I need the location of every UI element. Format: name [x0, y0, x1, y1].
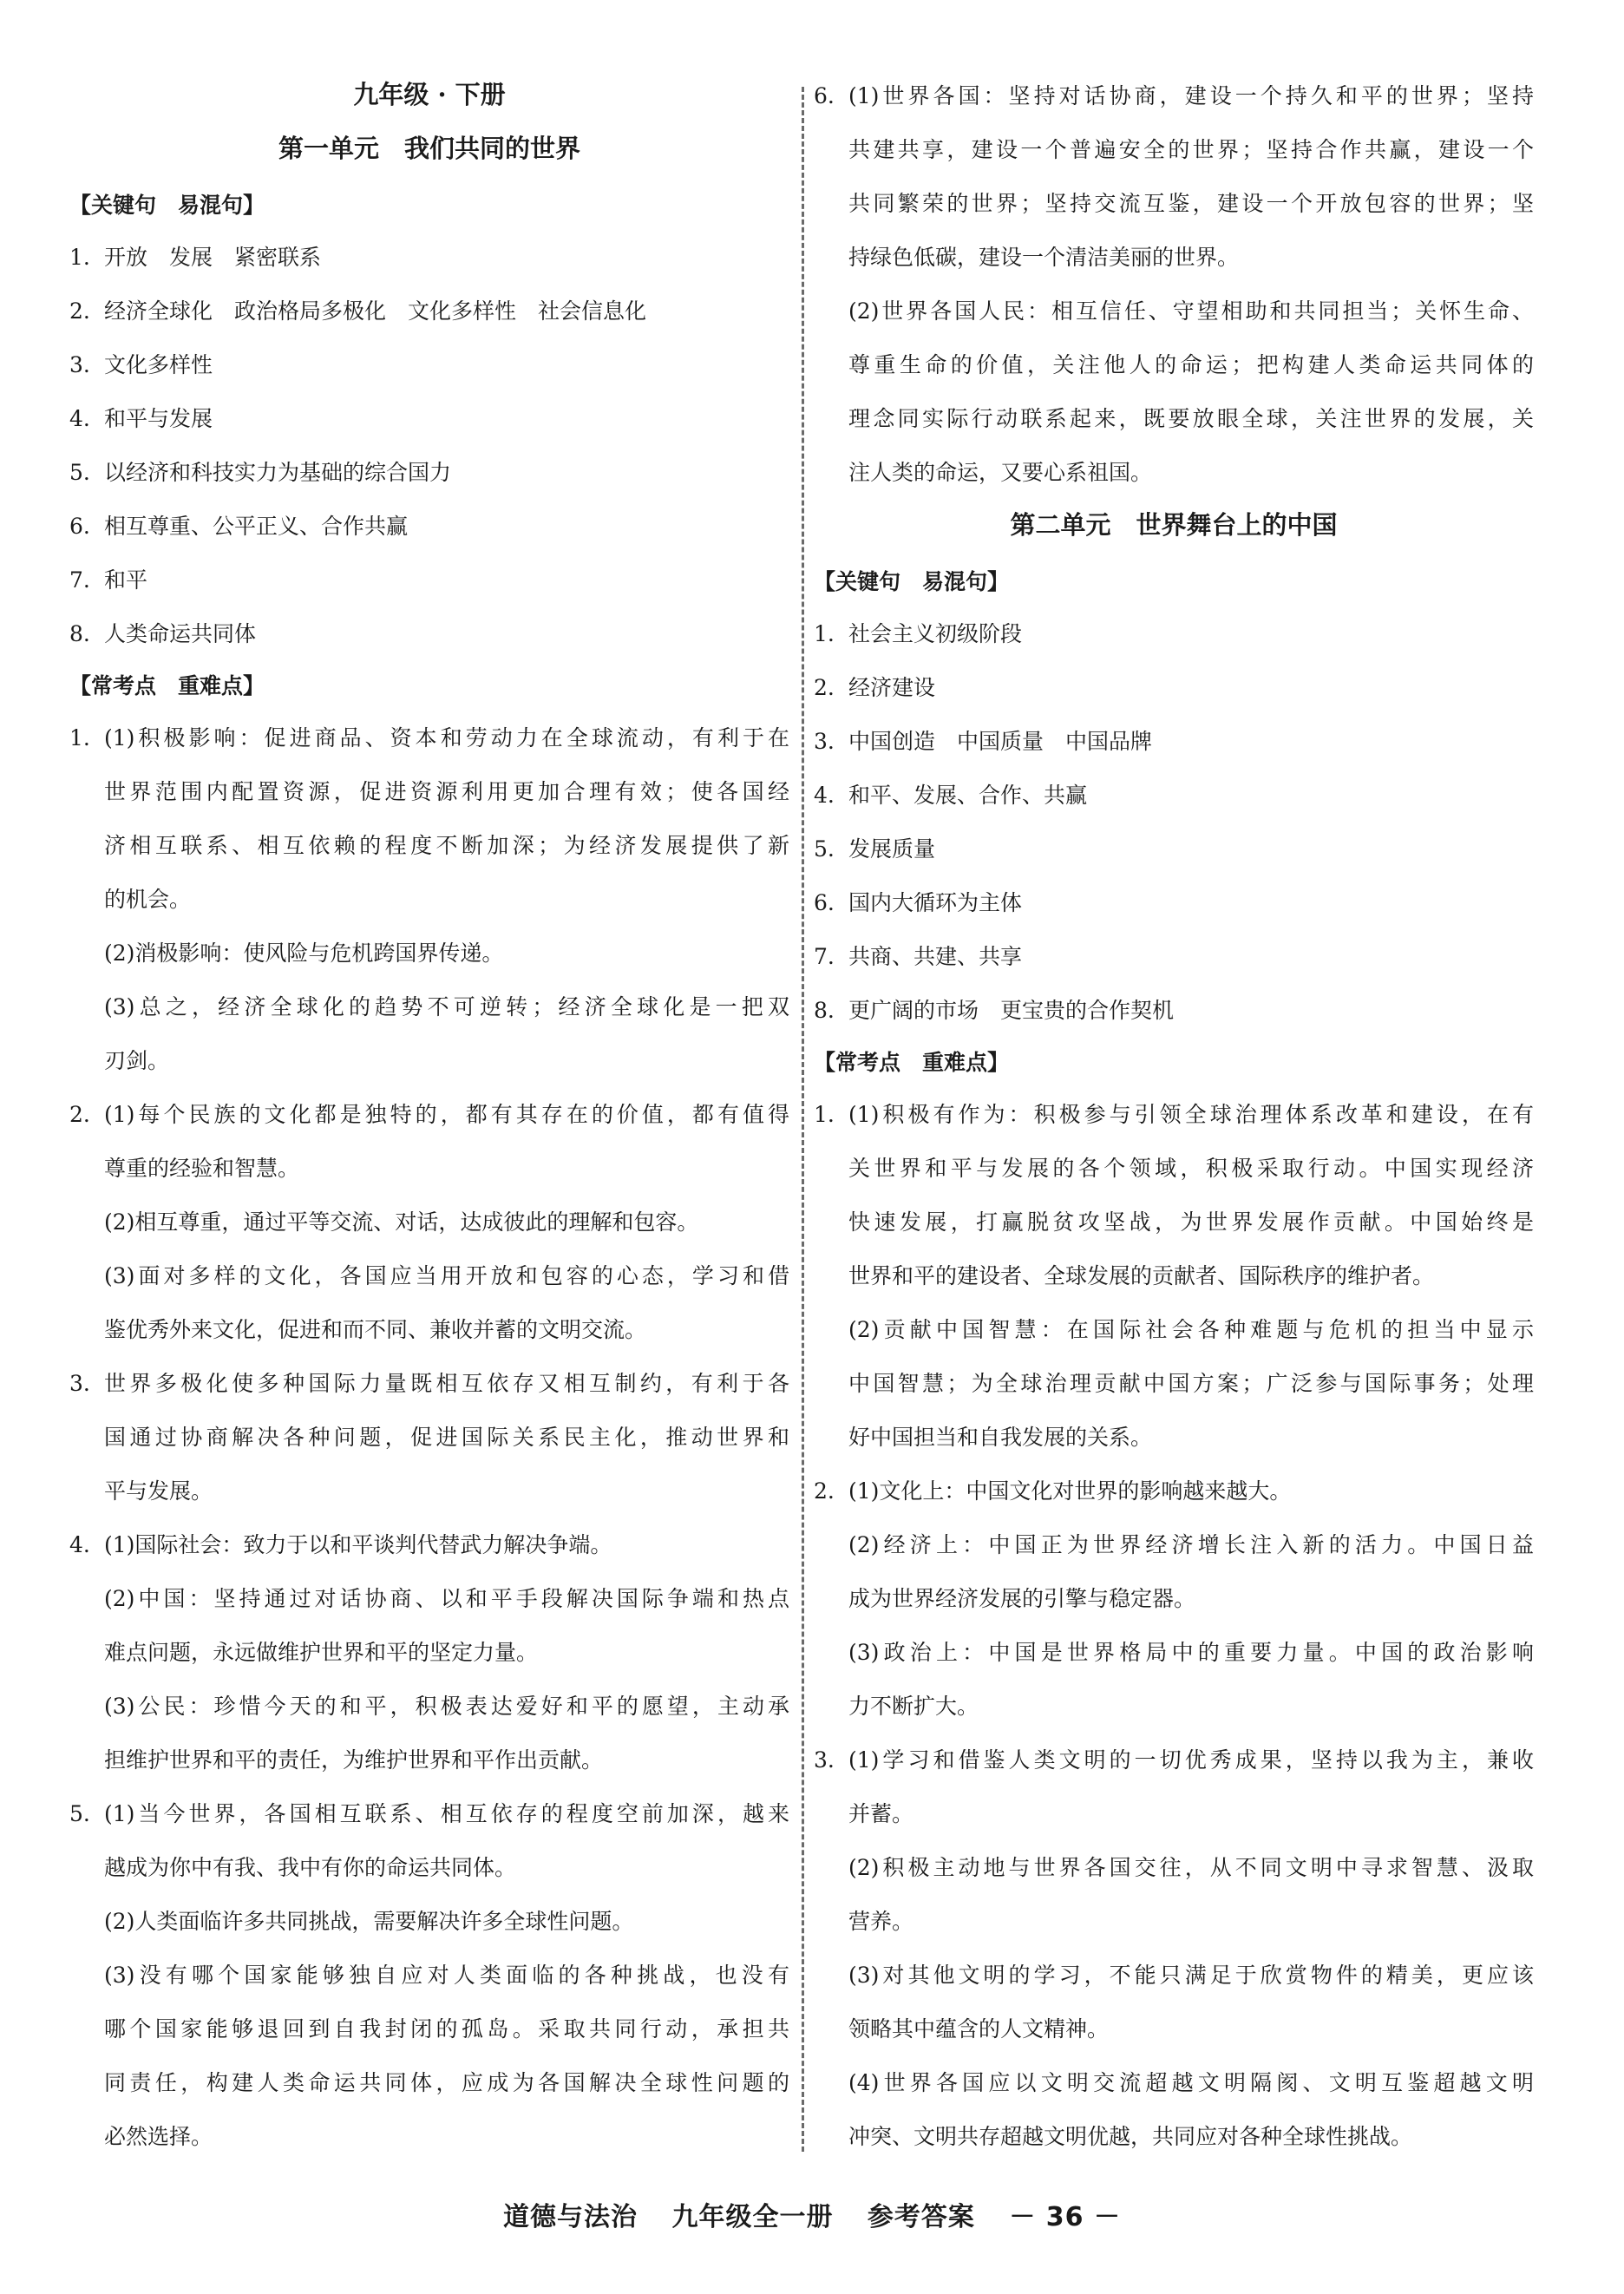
item-number: 8.: [69, 621, 90, 646]
key-sentences-heading: 【关键句 易混句】: [814, 569, 1010, 594]
answer-item: [69, 1088, 789, 1357]
key-sentence-item: [69, 392, 789, 446]
item-number: 7.: [69, 567, 90, 593]
answer-line: 尊重的经验和智慧。: [104, 1156, 300, 1181]
answer-item: [69, 1357, 789, 1518]
answer-line: (2)相互尊重，通过平等交流、对话，达成彼此的理解和包容。: [104, 1209, 699, 1235]
page-footer: [0, 2195, 1624, 2233]
answer-line: (2)世界各国人民：相互信任、守望相助和共同担当；关怀生命、: [848, 298, 1534, 324]
answer-line: (3)总之，经济全球化的趋势不可逆转；经济全球化是一把双: [104, 994, 789, 1019]
unit-title: 第一单元 我们共同的世界: [278, 134, 580, 163]
answer-line: 共建共享，建设一个普遍安全的世界；坚持合作共赢，建设一个: [848, 137, 1534, 162]
item-number: 3.: [69, 352, 90, 377]
item-number: 5.: [69, 1801, 90, 1826]
answer-line: (1)每个民族的文化都是独特的，都有其存在的价值，都有值得: [104, 1102, 789, 1127]
key-sentence-item: [814, 661, 1534, 715]
key-sentences-list: [814, 607, 1534, 1038]
key-sentence-item: [814, 823, 1534, 876]
item-number: 1.: [814, 1102, 835, 1127]
answer-item: [69, 1787, 789, 2164]
answer-line: 共同繁荣的世界；坚持交流互鉴，建设一个开放包容的世界；坚: [848, 191, 1534, 216]
answer-item: [69, 711, 789, 1088]
item-number: 3.: [814, 1747, 835, 1773]
answer-line: 好中国担当和自我发展的关系。: [848, 1425, 1153, 1450]
answer-line: 世界和平的建设者、全球发展的贡献者、国际秩序的维护者。: [848, 1263, 1435, 1288]
item-number: 6.: [814, 83, 835, 108]
item-text: 社会主义初级阶段: [848, 621, 1023, 646]
item-text: 共商、共建、共享: [848, 944, 1023, 969]
answer-line: 成为世界经济发展的引擎与稳定器。: [848, 1586, 1196, 1611]
answer-line: 力不断扩大。: [848, 1694, 979, 1719]
answer-line: 中国智慧；为全球治理贡献中国方案；广泛参与国际事务；处理: [848, 1371, 1534, 1396]
answer-line: (3)对其他文明的学习，不能只满足于欣赏物件的精美，更应该: [848, 1963, 1534, 1988]
item-text: 更广阔的市场 更宝贵的合作契机: [848, 998, 1175, 1023]
answer-line: 注人类的命运，又要心系祖国。: [848, 460, 1153, 485]
item-text: 和平、发展、合作、共赢: [848, 783, 1088, 808]
answer-line: 冲突、文明共存超越文明优越，共同应对各种全球性挑战。: [848, 2124, 1413, 2149]
item-text: 人类命运共同体: [104, 621, 257, 646]
answer-line: 担维护世界和平的责任，为维护世界和平作出贡献。: [104, 1747, 604, 1773]
key-sentence-item: [814, 930, 1534, 984]
key-sentence-item: [69, 231, 789, 285]
key-sentence-item: [814, 769, 1534, 823]
item-text: 经济建设: [848, 675, 936, 700]
exam-points-list: [814, 1088, 1534, 2164]
item-number: 4.: [69, 406, 90, 431]
item-number: 1.: [69, 725, 90, 750]
item-number: 7.: [814, 944, 835, 969]
answer-line: 难点问题，永远做维护世界和平的坚定力量。: [104, 1640, 539, 1665]
key-sentence-item: [69, 446, 789, 500]
item-number: 4.: [69, 1532, 90, 1557]
answer-line: 鉴优秀外来文化，促进和而不同、兼收并蓄的文明交流。: [104, 1317, 647, 1342]
item-number: 6.: [814, 890, 835, 915]
answer-line: 哪个国家能够退回到自我封闭的孤岛。采取共同行动，承担共: [104, 2016, 789, 2042]
item-number: 8.: [814, 998, 835, 1023]
footer-subject: 道德与法治: [503, 2202, 638, 2232]
key-sentence-item: [69, 500, 789, 554]
exam-points-heading: 【常考点 重难点】: [69, 673, 265, 698]
item-number: 6.: [69, 514, 90, 539]
answer-line: (1)世界各国：坚持对话协商，建设一个持久和平的世界；坚持: [848, 83, 1534, 108]
answer-line: (3)没有哪个国家能够独自应对人类面临的各种挑战，也没有: [104, 1963, 789, 1988]
key-sentences-heading: 【关键句 易混句】: [69, 193, 265, 218]
answer-line: 越成为你中有我、我中有你的命运共同体。: [104, 1855, 517, 1880]
item-text: 以经济和科技实力为基础的综合国力: [104, 460, 452, 485]
answer-line: 领略其中蕴含的人文精神。: [848, 2016, 1110, 2042]
answer-line: (1)积极影响：促进商品、资本和劳动力在全球流动，有利于在: [104, 725, 789, 750]
answer-line: (3)面对多样的文化，各国应当用开放和包容的心态，学习和借: [104, 1263, 789, 1288]
key-sentence-item: [69, 285, 789, 338]
exam-points-list: [69, 711, 789, 2164]
item-text: 相互尊重、公平正义、合作共赢: [104, 514, 409, 539]
answer-item: [69, 1518, 789, 1787]
continued-answer: [814, 69, 1534, 500]
answer-line: 济相互联系、相互依赖的程度不断加深；为经济发展提供了新: [104, 833, 789, 858]
answer-line: (1)文化上：中国文化对世界的影响越来越大。: [848, 1478, 1292, 1504]
answer-line: 尊重生命的价值，关注他人的命运；把构建人类命运共同体的: [848, 352, 1534, 377]
key-sentence-item: [814, 876, 1534, 930]
footer-label: 参考答案: [867, 2202, 975, 2232]
key-sentence-item: [69, 554, 789, 607]
answer-line: (2)中国：坚持通过对话协商、以和平手段解决国际争端和热点: [104, 1586, 789, 1611]
item-text: 和平: [104, 567, 148, 593]
grade-title: 九年级 · 下册: [353, 80, 506, 109]
answer-item: [814, 1465, 1534, 1734]
answer-line: 关世界和平与发展的各个领域，积极采取行动。中国实现经济: [848, 1156, 1534, 1181]
answer-line: (1)国际社会：致力于以和平谈判代替武力解决争端。: [104, 1532, 612, 1557]
exam-points-heading: 【常考点 重难点】: [814, 1050, 1010, 1075]
right-column: [814, 69, 1534, 2164]
answer-line: (3)公民：珍惜今天的和平，积极表达爱好和平的愿望，主动承: [104, 1694, 789, 1719]
item-number: 3.: [814, 729, 835, 754]
column-divider: [802, 87, 804, 2152]
page-number: － 36 －: [1009, 2202, 1121, 2232]
item-text: 发展质量: [848, 836, 936, 862]
answer-line: (1)积极有作为：积极参与引领全球治理体系改革和建设，在有: [848, 1102, 1534, 1127]
key-sentence-item: [814, 607, 1534, 661]
answer-line: 理念同实际行动联系起来，既要放眼全球，关注世界的发展，关: [848, 406, 1534, 431]
answer-line: 并蓄。: [848, 1801, 914, 1826]
key-sentence-item: [69, 338, 789, 392]
answer-line: 必然选择。: [104, 2124, 213, 2149]
answer-line: 持绿色低碳，建设一个清洁美丽的世界。: [848, 245, 1240, 270]
answer-line: (1)当今世界，各国相互联系、相互依存的程度空前加深，越来: [104, 1801, 789, 1826]
answer-line: (1)学习和借鉴人类文明的一切优秀成果，坚持以我为主，兼收: [848, 1747, 1534, 1773]
answer-item: [814, 1734, 1534, 2164]
answer-line: 同责任，构建人类命运共同体，应成为各国解决全球性问题的: [104, 2070, 789, 2095]
answer-item: [814, 1088, 1534, 1465]
item-number: 2.: [69, 1102, 90, 1127]
key-sentence-item: [814, 984, 1534, 1038]
answer-line: (4)世界各国应以文明交流超越文明隔阂、文明互鉴超越文明: [848, 2070, 1534, 2095]
item-text: 和平与发展: [104, 406, 213, 431]
answer-line: (2)积极主动地与世界各国交往，从不同文明中寻求智慧、汲取: [848, 1855, 1534, 1880]
item-number: 5.: [69, 460, 90, 485]
key-sentence-item: [69, 607, 789, 661]
answer-line: 平与发展。: [104, 1478, 213, 1504]
answer-line: (2)贡献中国智慧：在国际社会各种难题与危机的担当中显示: [848, 1317, 1534, 1342]
answer-line: 营养。: [848, 1909, 914, 1934]
item-number: 2.: [69, 298, 90, 324]
answer-line: 刃剑。: [104, 1048, 170, 1073]
item-number: 2.: [814, 675, 835, 700]
item-text: 开放 发展 紧密联系: [104, 245, 322, 270]
item-number: 2.: [814, 1478, 835, 1504]
item-number: 3.: [69, 1371, 90, 1396]
item-text: 文化多样性: [104, 352, 213, 377]
answer-line: (2)人类面临许多共同挑战，需要解决许多全球性问题。: [104, 1909, 634, 1934]
item-number: 5.: [814, 836, 835, 862]
item-text: 经济全球化 政治格局多极化 文化多样性 社会信息化: [104, 298, 647, 324]
answer-line: 国通过协商解决各种问题，促进国际关系民主化，推动世界和: [104, 1425, 789, 1450]
unit-title: 第二单元 世界舞台上的中国: [1010, 510, 1338, 540]
item-number: 1.: [814, 621, 835, 646]
answer-item: [814, 69, 1534, 500]
key-sentence-item: [814, 715, 1534, 769]
answer-line: 世界范围内配置资源，促进资源利用更加合理有效；使各国经: [104, 779, 789, 804]
answer-line: 世界多极化使多种国际力量既相互依存又相互制约，有利于各: [104, 1371, 789, 1396]
item-text: 中国创造 中国质量 中国品牌: [848, 729, 1153, 754]
answer-line: 快速发展，打赢脱贫攻坚战，为世界发展作贡献。中国始终是: [848, 1209, 1534, 1235]
item-number: 4.: [814, 783, 835, 808]
answer-line: (2)消极影响：使风险与危机跨国界传递。: [104, 941, 504, 966]
item-number: 1.: [69, 245, 90, 270]
key-sentences-list: [69, 231, 789, 661]
item-text: 国内大循环为主体: [848, 890, 1023, 915]
answer-line: 的机会。: [104, 887, 192, 912]
answer-line: (2)经济上：中国正为世界经济增长注入新的活力。中国日益: [848, 1532, 1534, 1557]
footer-grade: 九年级全一册: [671, 2202, 834, 2232]
left-column: [69, 69, 789, 2164]
answer-line: (3)政治上：中国是世界格局中的重要力量。中国的政治影响: [848, 1640, 1534, 1665]
